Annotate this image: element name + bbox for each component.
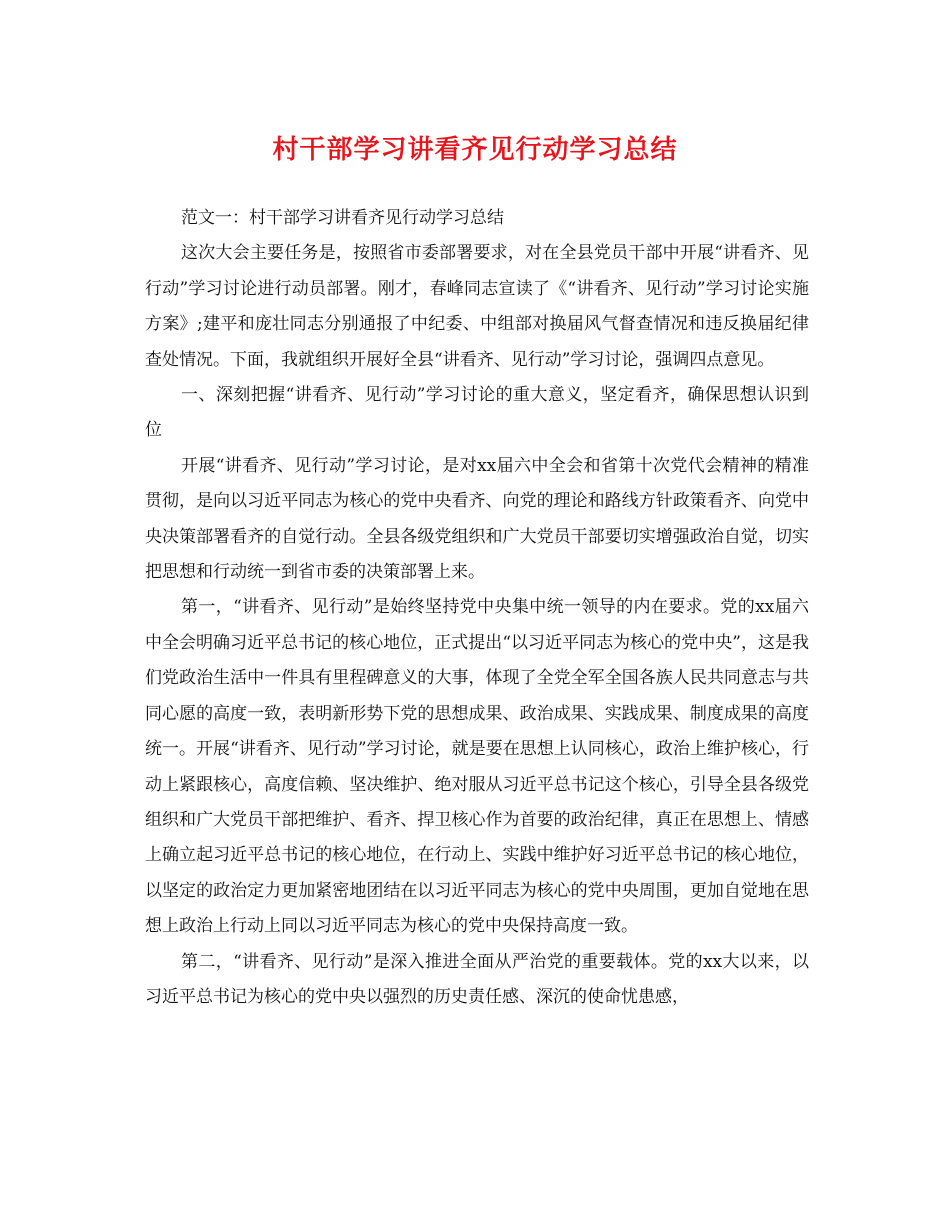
paragraph-point-one: 第一，“讲看齐、见行动”是始终坚持党中央集中统一领导的内在要求。党的xx届六中全会明确习近平总书记的核心地位，正式提出“以习近平同志为核心的党中央”，这是我们党政治生活中一件具有里程碑意义的大事，体现了全党全军全国各族人民共同意志与共同心愿的高度一致，表明新形势下党的思想成果、政治成果、实践成果、制度成果的高度统一。开展“讲看齐、见行动”学习讨论，就是要在思想上认同核心，政治上维护核心，行动上紧跟核心，高度信赖、坚决维护、绝对服从习近平总书记这个核心，引导全县各级党组织和广大党员干部把维护、看齐、捍卫核心作为首要的政治纪律，真正在思想上、情感上确立起习近平总书记的核心地位，在行动上、实践中维护好习近平总书记的核心地位，以坚定的政治定力更加紧密地团结在以习近平同志为核心的党中央周围，更加自觉地在思想上政治上行动上同以习近平同志为核心的党中央保持高度一致。 [145, 597, 809, 937]
paragraph-body: 开展“讲看齐、见行动”学习讨论，是对xx届六中全会和省第十次党代会精神的精准贯彻，是向以习近平同志为核心的党中央看齐、向党的理论和路线方针政策看齐、向党中央决策部署看齐的自觉行动。全县各级党组织和广大党员干部要切实增强政治自觉，切实把思想和行动统一到省市委的决策部署上来。 [145, 455, 809, 583]
paragraph-subtitle: 范文一：村干部学习讲看齐见行动学习总结 [181, 208, 504, 228]
paragraph-section-heading: 一、深刻把握“讲看齐、见行动”学习讨论的重大意义，坚定看齐，确保思想认识到位 [145, 385, 809, 441]
document-body [145, 201, 809, 1015]
document-title: 村干部学习讲看齐见行动学习总结 [272, 135, 678, 165]
paragraph-point-two: 第二，“讲看齐、见行动”是深入推进全面从严治党的重要载体。党的xx大以来，以习近平总书记为核心的党中央以强烈的历史责任感、深沉的使命忧患感， [145, 951, 809, 1007]
paragraph-intro: 这次大会主要任务是，按照省市委部署要求，对在全县党员干部中开展“讲看齐、见行动”学习讨论进行动员部署。刚才，春峰同志宣读了《“讲看齐、见行动”学习讨论实施方案》;建平和庞壮同志分别通报了中纪委、中组部对换届风气督查情况和违反换届纪律查处情况。下面，我就组织开展好全县“讲看齐、见行动”学习讨论，强调四点意见。 [145, 243, 809, 370]
